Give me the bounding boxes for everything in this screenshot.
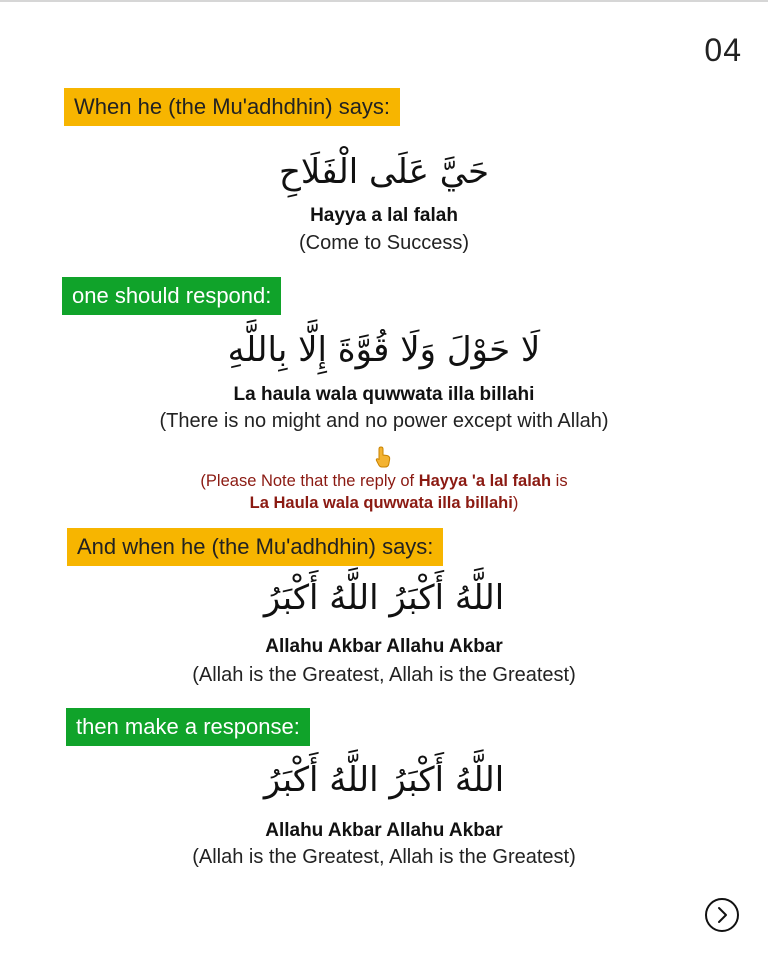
section-label-says: When he (the Mu'adhdhin) says: bbox=[64, 88, 400, 126]
arabic-la-haula: لَا حَوْلَ وَلَا قُوَّةَ إِلَّا بِاللَّهِ bbox=[227, 330, 541, 370]
arabic-allahu-akbar-2: اللَّهُ أَكْبَرُ اللَّهُ أَكْبَرُ bbox=[263, 760, 505, 800]
next-page-button[interactable] bbox=[705, 898, 739, 932]
top-divider bbox=[0, 0, 768, 2]
transliteration-allahu-akbar-2: Allahu Akbar Allahu Akbar bbox=[265, 820, 503, 841]
transliteration-hayya-falah: Hayya a lal falah bbox=[310, 205, 458, 226]
note-text: (Please Note that the reply of Hayya 'a lal falah is La Haula wala quwwata illa billahi) bbox=[200, 472, 568, 512]
chevron-right-icon bbox=[713, 906, 731, 924]
meaning-allah-greatest-2: (Allah is the Greatest, Allah is the Greatest) bbox=[192, 846, 576, 868]
page-number: 04 bbox=[704, 32, 742, 68]
meaning-come-to-success: (Come to Success) bbox=[298, 232, 470, 254]
arabic-hayya-falah: حَيَّ عَلَى الْفَلَاحِ bbox=[278, 152, 490, 192]
transliteration-la-haula: La haula wala quwwata illa billahi bbox=[233, 384, 535, 405]
meaning-no-might: (There is no might and no power except with Allah) bbox=[159, 410, 609, 432]
section-label-response: then make a response: bbox=[66, 708, 310, 746]
arabic-allahu-akbar-1: اللَّهُ أَكْبَرُ اللَّهُ أَكْبَرُ bbox=[263, 578, 505, 618]
transliteration-allahu-akbar-1: Allahu Akbar Allahu Akbar bbox=[265, 636, 503, 657]
section-label-and-says: And when he (the Mu'adhdhin) says: bbox=[67, 528, 443, 566]
pointing-hand-icon bbox=[374, 446, 392, 468]
section-label-respond: one should respond: bbox=[62, 277, 281, 315]
meaning-allah-greatest-1: (Allah is the Greatest, Allah is the Greatest) bbox=[192, 664, 576, 686]
